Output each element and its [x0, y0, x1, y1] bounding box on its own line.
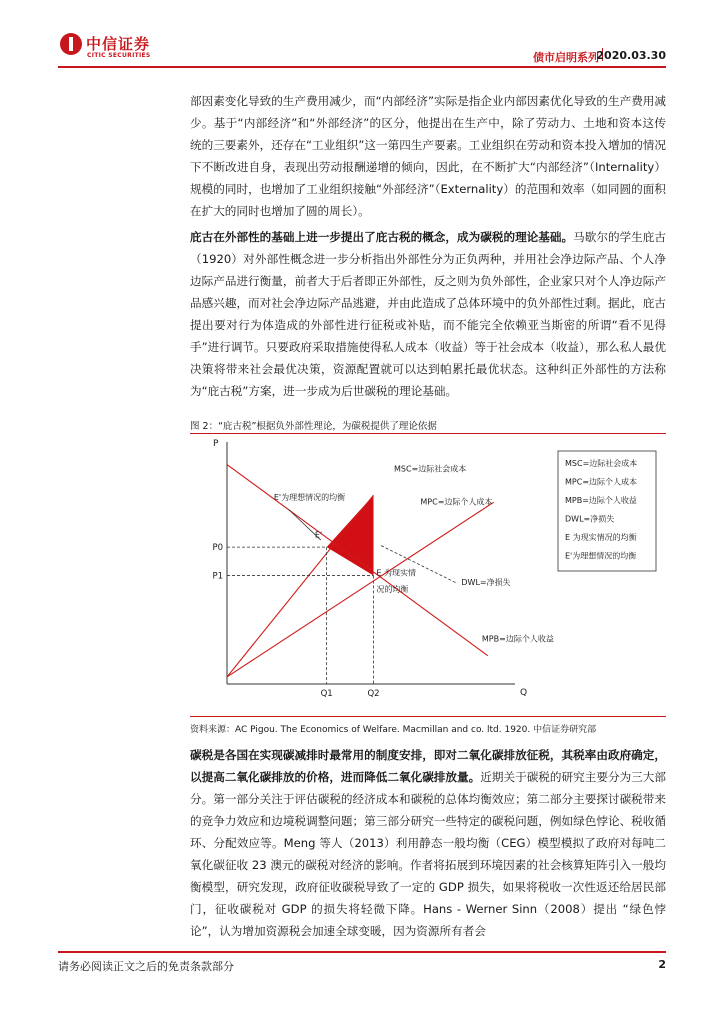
paragraph-3 — [190, 744, 666, 942]
paragraph-3-lead: 碳税是各国在实现碳减排时最常用的制度安排，即对二氧化碳排放征税，其税率由政府确定，以提高二氧化碳排放的价格，进而降低二氧化碳排放量。 — [190, 748, 666, 784]
paragraph-2-body: 马歇尔的学生庇古（1920）对外部性概念进一步分析指出外部性分为正负两种，并用社会净边际产品、个人净边际产品进行衡量，前者大于后者即正外部性，反之则为负外部性，企业家只对个人净边际产品感兴趣，而对社会净边际产品逃避，并由此造成了总体环境中的负外部性过剩。据此，庇古提出要对行为体造成的外部性进行征税或补贴，而不能完全依赖亚当斯密的所谓“看不见得手”进行调节。只要政府采取措施使得私人成本（收益）等于社会成本（收益），那么私人最优决策将带来社会最优决策，资源配置就可以达到帕累托最优状态。这种纠正外部性的方法称为“庇古税”方案，进一步成为后世碳税的理论基础。 — [190, 230, 666, 398]
figure-source: 资料来源：AC Pigou. The Economics of Welfare. Macmillan and co. ltd. 1920. 中信证券研究部 — [190, 725, 597, 735]
paragraph-2 — [190, 226, 666, 402]
chart-annotation-3: E'为理想情况的均衡 — [273, 492, 346, 502]
y-tick-p1: P1 — [212, 571, 223, 582]
chart-annotation-1: MPC=边际个人成本 — [420, 497, 493, 507]
figure-bottom-rule — [190, 716, 666, 717]
figure-top-rule — [190, 433, 666, 434]
legend-item-5: E'为理想情况的均衡 — [565, 551, 637, 561]
chart-annotation-2: MPB=边际个人收益 — [481, 634, 554, 644]
dwl-triangle — [327, 495, 374, 575]
chart-annotation-5: E 为现实情 — [376, 568, 417, 578]
legend-item-4: E 为现实情况的均衡 — [565, 533, 637, 542]
chart-annotation-7: DWL=净损失 — [461, 577, 511, 587]
y-tick-p0: P0 — [212, 543, 223, 554]
y-axis-label: P — [213, 439, 219, 449]
report-series: 债市启明系列 — [533, 51, 599, 64]
legend-item-3: DWL=净损失 — [565, 514, 615, 524]
logo-text-cn: 中信证券 — [86, 35, 151, 53]
logo-text-en: CITIC SECURITIES — [87, 52, 151, 59]
footer-rule — [58, 951, 666, 953]
x-axis-label: Q — [520, 688, 528, 698]
figure-caption: 图 2：“庇古税”根据负外部性理论，为碳税提供了理论依据 — [190, 421, 437, 432]
x-tick-q1: Q1 — [320, 689, 333, 699]
legend-item-2: MPB=边际个人收益 — [565, 496, 637, 505]
legend-item-1: MPC=边际个人成本 — [565, 477, 638, 487]
paragraph-3-body: 近期关于碳税的研究主要分为三大部分。第一部分关注于评估碳税的经济成本和碳税的总体均衡效应；第二部分主要探讨碳税带来的竞争力效应和边境税调整问题；第三部分研究一些特定的碳税问题，例如绿色悖论、税收循环、分配效应等。Meng 等人（2013）利用静态一般均衡（CEG）模型模拟了政府对每吨二氧化碳征收 23 澳元的碳税对经济的影响。作者将拓展到环境因素的社会核算矩阵引入一般均衡模型，研究发现，政府征收碳税导致了一定的 GDP 损失，如果将税收一次性返还给居民部门，征收碳税对 GDP 的损失将轻微下降。Hans - Werner Sinn（2008）提出 “绿色悖论”，认为增加资源税会加速全球变暖，因为资源所有者会 — [190, 770, 666, 938]
curve-msc — [227, 495, 374, 677]
paragraph-2-lead: 庇古在外部性的基础上进一步提出了庇古税的概念，成为碳税的理论基础。 — [190, 230, 574, 244]
pigou-tax-chart — [190, 436, 666, 714]
report-date: 2020.03.30 — [596, 49, 666, 62]
chart-annotation-4: E' — [314, 530, 323, 540]
curve-mpb — [227, 465, 488, 656]
page-number: 2 — [658, 958, 666, 971]
x-tick-q2: Q2 — [367, 689, 380, 699]
paragraph-1: 部因素变化导致的生产费用减少，而“内部经济”实际是指企业内部因素优化导致的生产费用减少。基于“内部经济”和“外部经济”的区分，他提出在生产中，除了劳动力、土地和资本这传统的三要素外，还存在“工业组织”这一第四生产要素。工业组织在劳动和资本投入增加的情况下不断改进自身，表现出劳动报酬递增的倾向，因此，在不断扩大“内部经济”（Internality）规模的同时，也增加了工业组织接触“外部经济”（Externality）的范围和效率（如同圆的面积在扩大的同时也增加了圆的周长）。 — [190, 94, 666, 218]
header-rule — [58, 66, 666, 68]
legend-item-0: MSC=边际社会成本 — [565, 459, 638, 468]
footer-disclaimer: 请务必阅读正文之后的免责条款部分 — [58, 960, 234, 973]
citic-logo-icon — [60, 33, 82, 55]
chart-annotation-0: MSC=边际社会成本 — [394, 464, 467, 474]
chart-annotation-6: 况的均衡 — [376, 584, 409, 594]
